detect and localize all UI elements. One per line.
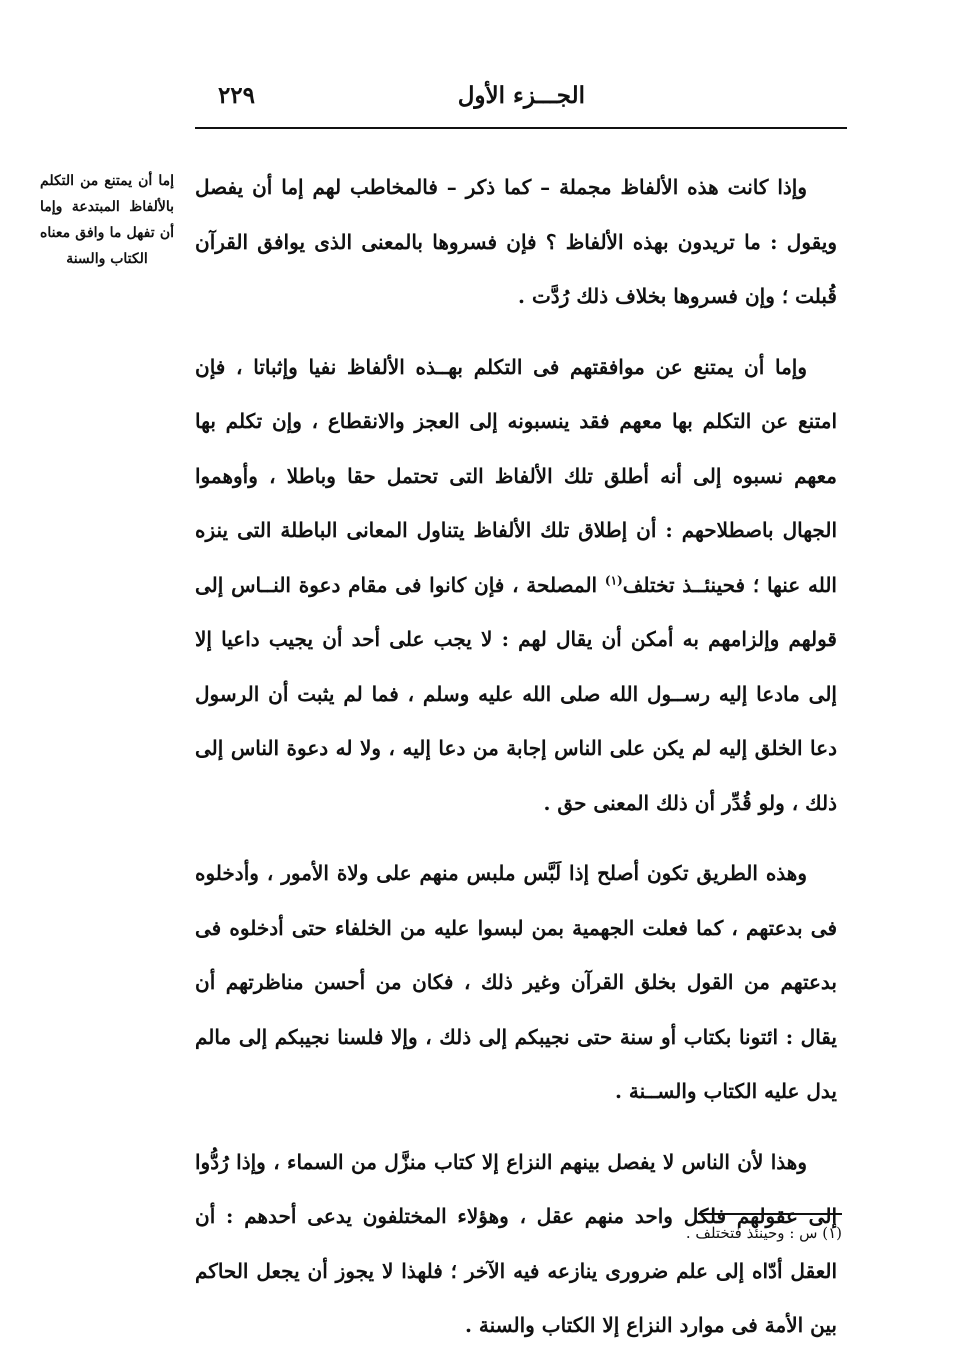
paragraph-3-text: وهذه الطريق تكون أصلح إذا لَبَّس ملبس منهم على ولاة الأمور ، وأدخلوه فى بدعتهم ، كما فعلت الجهمية بمن لبسوا عليه من الخلفاء حتى أدخلوه فى بدعتهم من القول بخلق القرآن وغير ذلك ، فكان من أحسن مناظرتهم أن يقال : ائتونا بكتاب أو سنة حتى نجيبكم إلى ذلك ، وإلا فلسنا نجيبكم إلى مالم يدل عليه الكتاب والســنة . [195,861,837,1103]
paragraph-1 [195,160,837,324]
paragraph-2-text-after: المصلحة ، فإن كانوا فى مقام دعوة النــاس إلى قولهم وإلزامهم به أمكن أن يقال لهم : لا يجب على أحد أن يجيب داعيا إلا إلى مادعا إليه رســول الله صلى الله عليه وسلم ، فما لم يثبت أن الرسول دعا الخلق إليه لم يكن على الناس إجابة من دعا إليه ، ولا له دعوة الناس إلى ذلك ، ولو قُدِّر أن ذلك المعنى حق . [195,572,837,815]
paragraph-1-text: وإذا كانت هذه الألفاظ مجملة – كما ذكر – فالمخاطب لهم إما أن يفصل ويقول : ما تريدون بهذه الألفاظ ؟ فإن فسروها بالمعنى الذى يوافق القرآن قُبلت ؛ وإن فسروها بخلاف ذلك رُدَّت . [195,175,837,308]
footnote: (١) س : وحينئذ فتختلف . [685,1224,842,1242]
page-number: ٢٢٩ [217,82,255,109]
page-header [195,78,847,122]
footnote-rule [698,1213,842,1215]
paragraph-3 [195,846,837,1119]
margin-note: إما أن يمتنع من التكلم بالألفاظ المبتدعة وإما أن تفهل ما وافق معناه الكتاب والسنة [40,173,174,267]
main-text [195,160,837,1369]
footnote-reference: (١) [604,572,623,587]
paragraph-2-text: وإما أن يمتنع عن موافقتهم فى التكلم بهــذه الألفاظ نفيا وإثباتا ، فإن امتنع عن التكلم بها معهم فقد ينسبونه إلى العجز والانقطاع ، وإن تكلم بها معهم نسبوه إلى أنه أطلق تلك الألفاظ التى تحتمل حقا وباطلا ، وأوهموا الجهال باصطلاحهم : أن إطلاق تلك الألفاظ يتناول المعانى الباطلة التى ينزه الله عنها ؛ فحينئــذ تختلف [195,354,837,597]
paragraph-4-text: وهذا لأن الناس لا يفصل بينهم النزاع إلا كتاب منزَّل من السماء ، وإذا رُدُّوا إلى عقولهم فلكل واحد منهم عقل ، وهؤلاء المختلفون يدعى أحدهم : أن العقل أدّاه إلى علم ضرورى ينازعه فيه الآخر ؛ فلهذا لا يجوز أن يجعل الحاكم بين الأمة فى موارد النزاع إلا الكتاب والسنة . [195,1149,837,1337]
paragraph-2 [195,340,837,831]
header-rule [195,127,847,129]
running-title: الجـــزء الأول [457,82,585,109]
